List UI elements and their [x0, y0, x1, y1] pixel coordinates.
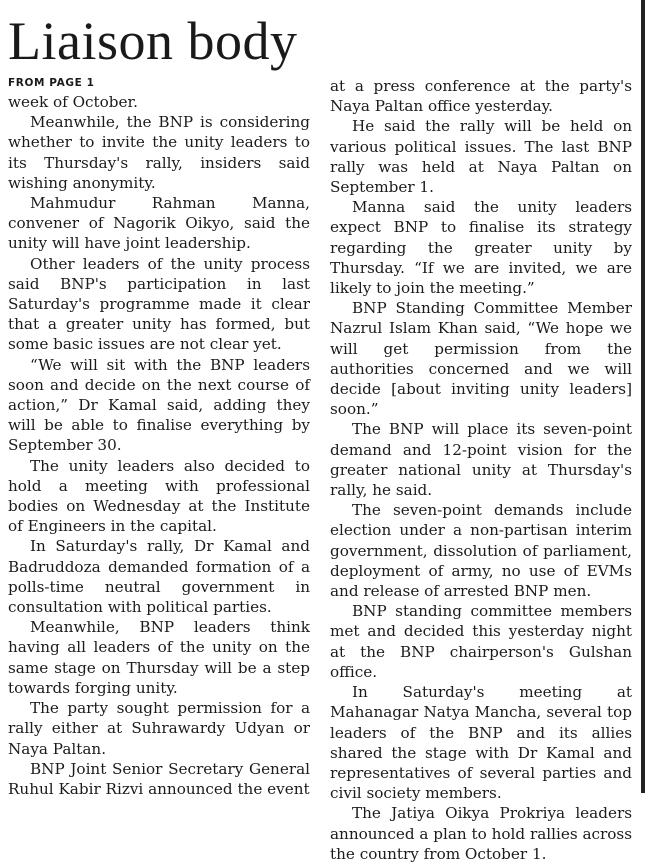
paragraph: Other leaders of the unity process said BNP's participation in last Saturday's programme made it clear that a greater unity has formed, but some basic issues are not clear yet. — [8, 254, 310, 354]
paragraph: The Jatiya Oikya Prokriya leaders announced a plan to hold rallies across the country from October 1. — [330, 804, 632, 863]
paragraph: at a press conference at the party's Naya Paltan office yesterday. — [330, 77, 632, 116]
paragraph: Mahmudur Rahman Manna, convener of Nagorik Oikyo, said the unity will have joint leadership. — [8, 194, 310, 253]
paragraph: BNP Joint Senior Secretary General Ruhul Kabir Rizvi announced the event — [8, 759, 310, 798]
headline: Liaison body — [8, 11, 298, 71]
paragraph: The unity leaders also decided to hold a meeting with professional bodies on Wednesday at the Institute of Engineers in the capital. — [8, 456, 310, 536]
paragraph: Meanwhile, the BNP is considering whether to invite the unity leaders to its Thursday's rally, insiders said wishing anonymity. — [8, 113, 310, 192]
paragraph: He said the rally will be held on various political issues. The last BNP rally was held at Naya Paltan on September 1. — [330, 117, 632, 197]
article-column-left — [8, 76, 310, 799]
paragraph: The BNP will place its seven-point demand and 12-point vision for the greater national unity at Thursday's rally, he said. — [330, 420, 632, 500]
paragraph: “We will sit with the BNP leaders soon and decide on the next course of action,” Dr Kamal said, adding they will be able to finalise everything by September 30. — [8, 355, 310, 455]
paragraph: In Saturday's rally, Dr Kamal and Badruddoza demanded formation of a polls-time neutral government in consultation with political parties. — [8, 537, 310, 617]
paragraph: The party sought permission for a rally either at Suhrawardy Udyan or Naya Paltan. — [8, 699, 310, 758]
paragraph: week of October. — [8, 93, 138, 111]
paragraph: BNP Standing Committee Member Nazrul Islam Khan said, “We hope we will get permission from the authorities concerned and we will decide [about inviting unity leaders] soon.” — [330, 299, 632, 419]
paragraph: Meanwhile, BNP leaders think having all leaders of the unity on the same stage on Thursday will be a step towards forging unity. — [8, 618, 310, 697]
continuation-kicker: FROM PAGE 1 — [8, 77, 95, 89]
paragraph: BNP standing committee members met and decided this yesterday night at the BNP chairperson's Gulshan office. — [330, 602, 632, 681]
page-edge-border — [641, 0, 645, 793]
paragraph: The seven-point demands include election under a non-partisan interim government, dissolution of parliament, deployment of army, no use of EVMs and release of arrested BNP men. — [330, 501, 632, 601]
article-column-right — [330, 76, 632, 864]
paragraph: Manna said the unity leaders expect BNP to finalise its strategy regarding the greater unity by Thursday. “If we are invited, we are likely to join the meeting.” — [330, 198, 632, 298]
paragraph: In Saturday's meeting at Mahanagar Natya Mancha, several top leaders of the BNP and its allies shared the stage with Dr Kamal and representatives of several parties and civil society members. — [330, 683, 632, 803]
